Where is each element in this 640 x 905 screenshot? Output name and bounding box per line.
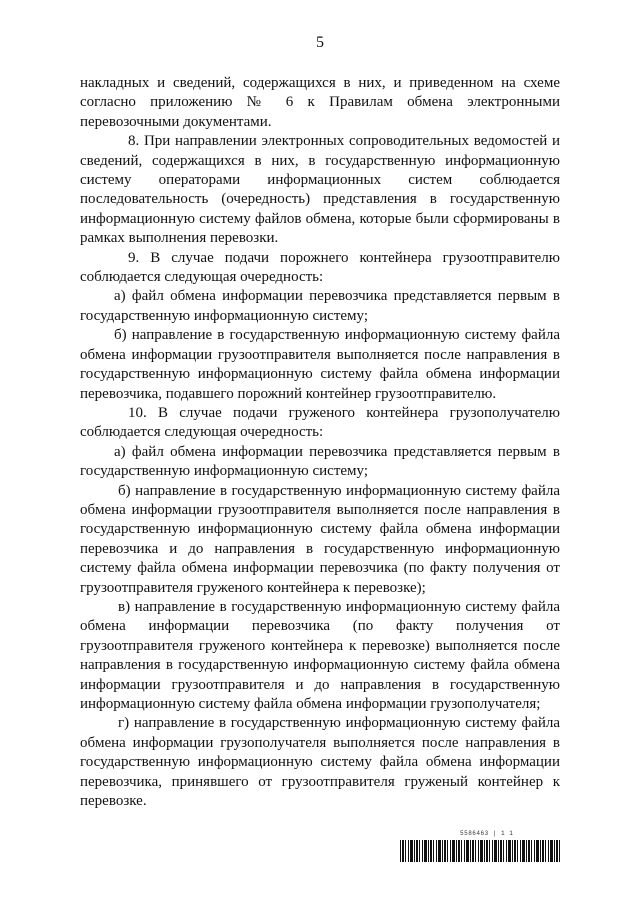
paragraph-item-10-b: б) направление в государственную информационную систему файла обмена информации грузоотправителя выполняется после направления в государственную информационную систему файла обмена информации перевозчика и до направления в государственную информационную систему файла обмена информации перевозчика (по факту получения от грузоотправителя груженого контейнера к перевозке); <box>80 482 560 596</box>
paragraph-item-9: 9. В случае подачи порожнего контейнера грузоотправителю соблюдается следующая очередность: <box>80 249 560 286</box>
paragraph-item-8: 8. При направлении электронных сопроводительных ведомостей и сведений, содержащихся в них, в государственную информационную систему операторами информационных систем соблюдается последовательность (очередность) представления в государственную информационную систему файлов обмена, которые были сформированы в рамках выполнения перевозки. <box>80 133 560 247</box>
page-number: 5 <box>316 34 324 51</box>
paragraph-item-9-a: а) файл обмена информации перевозчика представляется первым в государственную информационную систему; <box>80 288 560 324</box>
paragraph-item-10-v: в) направление в государственную информационную систему файла обмена информации перевозчика (по факту получения от грузоотправителя груженого контейнера к перевозке) выполняется после направления в государственную информационную систему файла обмена информации грузоотправителя и до направления в государственную информационную систему файла обмена информации грузополучателя; <box>80 598 560 712</box>
paragraph-item-10: 10. В случае подачи груженого контейнера грузополучателю соблюдается следующая очередность: <box>80 404 560 441</box>
paragraph-item-10-g: г) направление в государственную информационную систему файла обмена информации грузополучателя выполняется после направления в государственную информационную систему файла обмена информации перевозчика, принявшего от грузоотправителя груженый контейнер к перевозке. <box>80 715 560 810</box>
barcode-number: 5586463 | 1 1 <box>460 830 514 837</box>
paragraph-continuation: накладных и сведений, содержащихся в них, и приведенном на схеме согласно приложению № 6 к Правилам обмена электронными перевозочными документами. <box>80 75 560 130</box>
document-body <box>80 74 560 811</box>
barcode-icon <box>400 840 560 862</box>
paragraph-item-9-b: б) направление в государственную информационную систему файла обмена информации грузоотправителя выполняется после направления в государственную информационную систему файла обмена информации перевозчика, подавшего порожний контейнер грузоотправителю. <box>80 327 560 402</box>
paragraph-item-10-a: а) файл обмена информации перевозчика представляется первым в государственную информационную систему; <box>80 443 560 480</box>
barcode-stamp <box>400 830 560 864</box>
